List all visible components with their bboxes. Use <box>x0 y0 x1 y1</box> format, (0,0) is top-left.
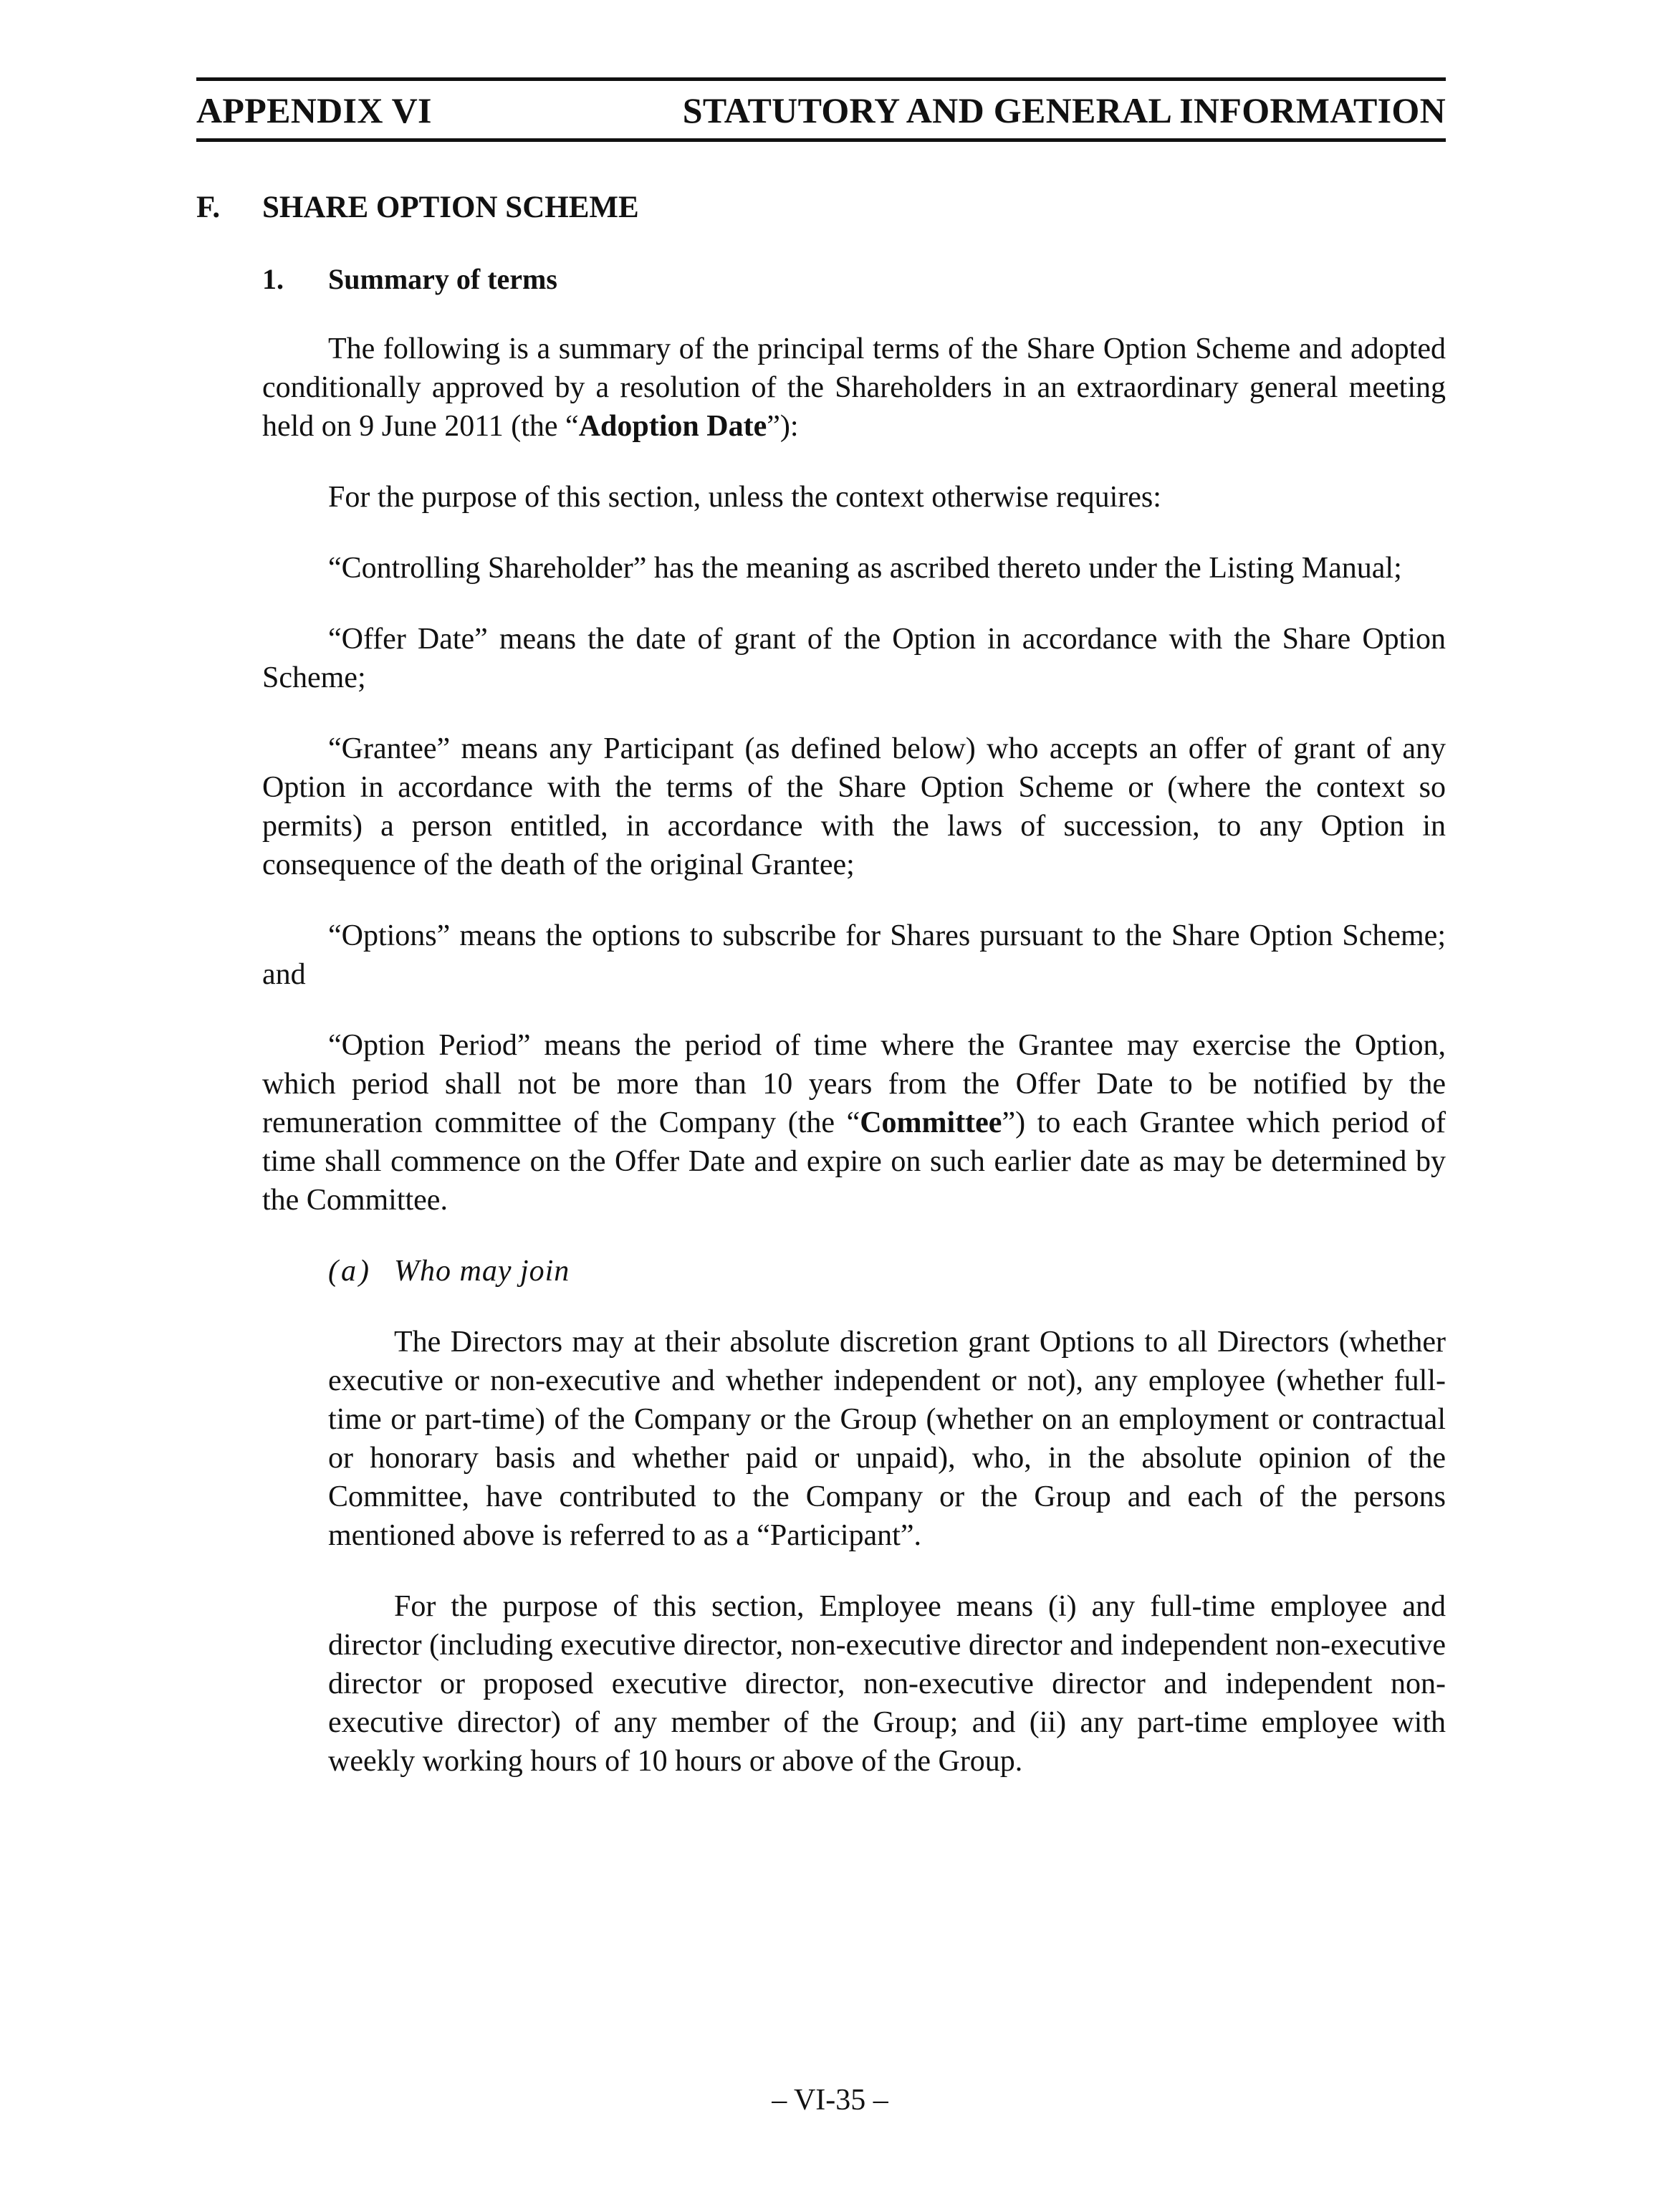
adoption-date-term: Adoption Date <box>578 410 767 443</box>
header-top-rule <box>196 77 1446 81</box>
header-bottom-rule <box>196 138 1446 142</box>
definition-controlling-shareholder: “Controlling Shareholder” has the meaning as ascribed thereto under the Listing Manual; <box>328 552 1402 585</box>
section-title: SHARE OPTION SCHEME <box>262 191 639 224</box>
page-number: – VI-35 – <box>772 2084 888 2117</box>
subsection-title: Summary of terms <box>328 263 557 295</box>
section-heading <box>196 188 639 228</box>
who-may-join-label: (a) <box>328 1255 372 1288</box>
definition-option-period <box>262 1026 1446 1220</box>
committee-term: Committee <box>860 1106 1002 1139</box>
intro-paragraph <box>262 330 1446 446</box>
definition-options: “Options” means the options to subscribe for Shares pursuant to the Share Option Scheme; and <box>262 919 1446 991</box>
who-may-join-heading <box>328 1252 1446 1291</box>
definition-offer-date: “Offer Date” means the date of grant of the Option in accordance with the Share Option Scheme; <box>262 623 1446 694</box>
who-may-join-body <box>328 1323 1446 1781</box>
option-period-text-after: ”) to each Grantee which period of time shall commence on the Offer Date and expire on such earlier date as may be determined by the Committee. <box>262 1106 1446 1217</box>
option-period-text-before: “Option Period” means the period of time where the Grantee may exercise the Option, which period shall not be more than 10 years from the Offer Date to be notified by the remuneration committee of the Company (the “ <box>262 1029 1446 1139</box>
definition-grantee: “Grantee” means any Participant (as defined below) who accepts an offer of grant of any Option in accordance with the terms of the Share Option Scheme or (where the context so permits) a person entitled, in accordance with the laws of succession, to any Option in consequence of the death of the original Grantee; <box>262 732 1446 881</box>
purpose-paragraph: For the purpose of this section, unless the context otherwise requires: <box>328 481 1161 514</box>
section-number: F. <box>196 191 221 224</box>
subsection-heading <box>262 259 557 300</box>
subsection-number: 1. <box>262 263 284 295</box>
body-content <box>262 330 1446 1813</box>
who-may-join-title: Who may join <box>394 1255 570 1288</box>
appendix-title: STATUTORY AND GENERAL INFORMATION <box>682 90 1446 130</box>
intro-text-after: ”): <box>767 410 799 443</box>
appendix-label: APPENDIX VI <box>196 90 432 130</box>
employee-definition-paragraph: For the purpose of this section, Employee means (i) any full-time employee and director (including executive director, non-executive director and independent non-executive director or proposed executive director, non-executive director and independent non-executive director) of any member of the Group; and (ii) any part-time employee with weekly working hours of 10 hours or above of the Group. <box>328 1590 1446 1778</box>
participant-paragraph: The Directors may at their absolute discretion grant Options to all Directors (whether executive or non-executive and whether independent or not), any employee (whether full-time or part-time) of the Company or the Group (whether on an employment or contractual or honorary basis and whether paid or unpaid), who, in the absolute opinion of the Committee, have contributed to the Company or the Group and each of the persons mentioned above is referred to as a “Participant”. <box>328 1326 1446 1552</box>
intro-text-before: The following is a summary of the principal terms of the Share Option Scheme and adopted conditionally approved by a resolution of the Shareholders in an extraordinary general meeting held on 9 June 2011 (the “ <box>262 332 1446 443</box>
